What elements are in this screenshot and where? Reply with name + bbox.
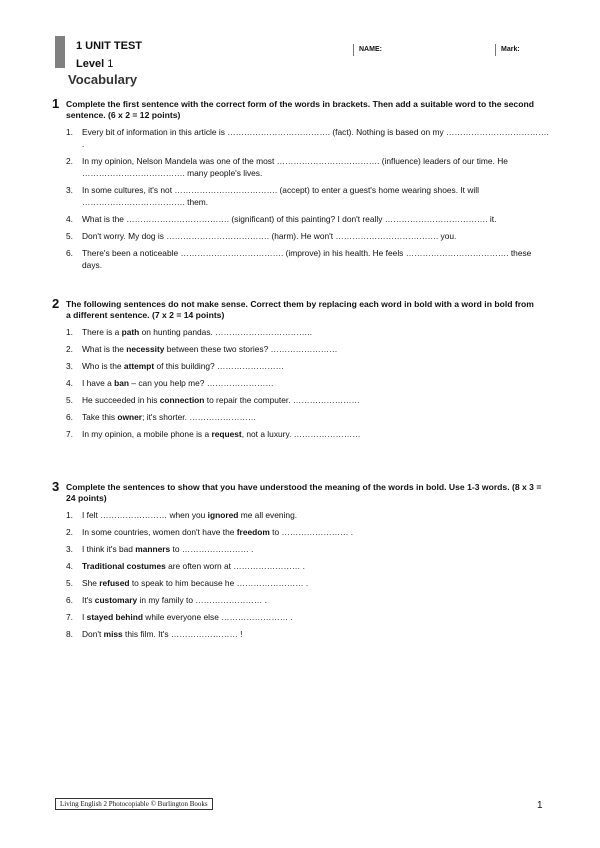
list-item[interactable]: 8. Don't miss this film. It's …………………… ! [66, 629, 243, 639]
list-item[interactable]: 5. Don't worry. My dog is ………………………………. (harm). He won't ………………………………. you. [66, 231, 457, 241]
exercise-number: 2 [52, 296, 60, 311]
list-item[interactable]: 6. It's customary in my family to …………………… . [66, 595, 267, 605]
exercise-instruction: Complete the sentences to show that you have understood the meaning of the words in bold. Use 1-3 words. (8 x 3 = 24 points) [66, 482, 542, 503]
unit-title: 1 UNIT TEST [76, 40, 143, 52]
exercise-3 [52, 479, 552, 640]
list-item[interactable]: 2. In my opinion, Nelson Mandela was one of the most ………………………………. (influence) leaders of our time. He ………………………………. many people's lives. [66, 156, 508, 178]
copyright-notice: Living English 2 Photocopiable © Burlington Books [55, 798, 213, 810]
exercise-instruction: The following sentences do not make sense. Correct them by replacing each word in bold with a word in bold from a different sentence. (7 x 2 = 14 points) [66, 299, 534, 320]
mark-field[interactable]: Mark: [495, 44, 520, 56]
list-item[interactable]: 6. There's been a noticeable ………………………………. (improve) in his health. He feels ………………………………. these days. [66, 248, 532, 270]
exercise-2-list [52, 326, 552, 440]
list-item[interactable]: 7. I stayed behind while everyone else …………………… . [66, 612, 293, 622]
list-item[interactable]: 4. Traditional costumes are often worn at …………………… . [66, 561, 305, 571]
exercise-2 [52, 296, 552, 440]
list-item[interactable]: 7. In my opinion, a mobile phone is a request, not a luxury. …………………… [66, 429, 361, 439]
list-item[interactable]: 3. I think it's bad manners to …………………… . [66, 544, 254, 554]
list-item[interactable]: 1. I felt …………………… when you ignored me all evening. [66, 510, 298, 520]
section-title: Vocabulary [68, 72, 138, 87]
exercise-1-list [52, 126, 552, 271]
list-item[interactable]: 6. Take this owner; it's shorter. …………………… [66, 412, 257, 422]
level-text: Level [76, 58, 105, 70]
list-item[interactable]: 3. In some cultures, it's not ………………………………. (accept) to enter a guest's home wearing shoes. It will ………………………………. them. [66, 185, 479, 207]
name-field[interactable]: NAME: [353, 44, 382, 56]
page-number: 1 [537, 800, 543, 811]
list-item[interactable]: 1. There is a path on hunting pandas. …………………………….. [66, 327, 312, 337]
list-item[interactable]: 5. He succeeded in his connection to repair the computer. …………………… [66, 395, 360, 405]
list-item[interactable]: 3. Who is the attempt of this building? …………………… [66, 361, 285, 371]
header-accent-bar [55, 36, 65, 68]
list-item[interactable]: 2. In some countries, women don't have the freedom to …………………… . [66, 527, 354, 537]
exercise-number: 3 [52, 479, 60, 494]
list-item[interactable]: 2. What is the necessity between these two stories? …………………… [66, 344, 338, 354]
exercise-number: 1 [52, 96, 60, 111]
exercise-1 [52, 96, 552, 271]
exercise-instruction: Complete the first sentence with the correct form of the words in brackets. Then add a suitable word to the second sentence. (6 x 2 = 12 points) [66, 99, 534, 120]
exercise-3-list [52, 509, 552, 640]
level-label [76, 58, 113, 70]
list-item[interactable]: 4. I have a ban – can you help me? …………………… [66, 378, 274, 388]
list-item[interactable]: 5. She refused to speak to him because he …………………… . [66, 578, 309, 588]
list-item[interactable]: 4. What is the ………………………………. (significant) of this painting? I don't really ………………………………. it. [66, 214, 497, 224]
level-number: 1 [107, 58, 114, 70]
list-item[interactable]: 1. Every bit of information in this article is ………………………………. (fact). Nothing is based on my ………………………………. . [66, 127, 549, 149]
